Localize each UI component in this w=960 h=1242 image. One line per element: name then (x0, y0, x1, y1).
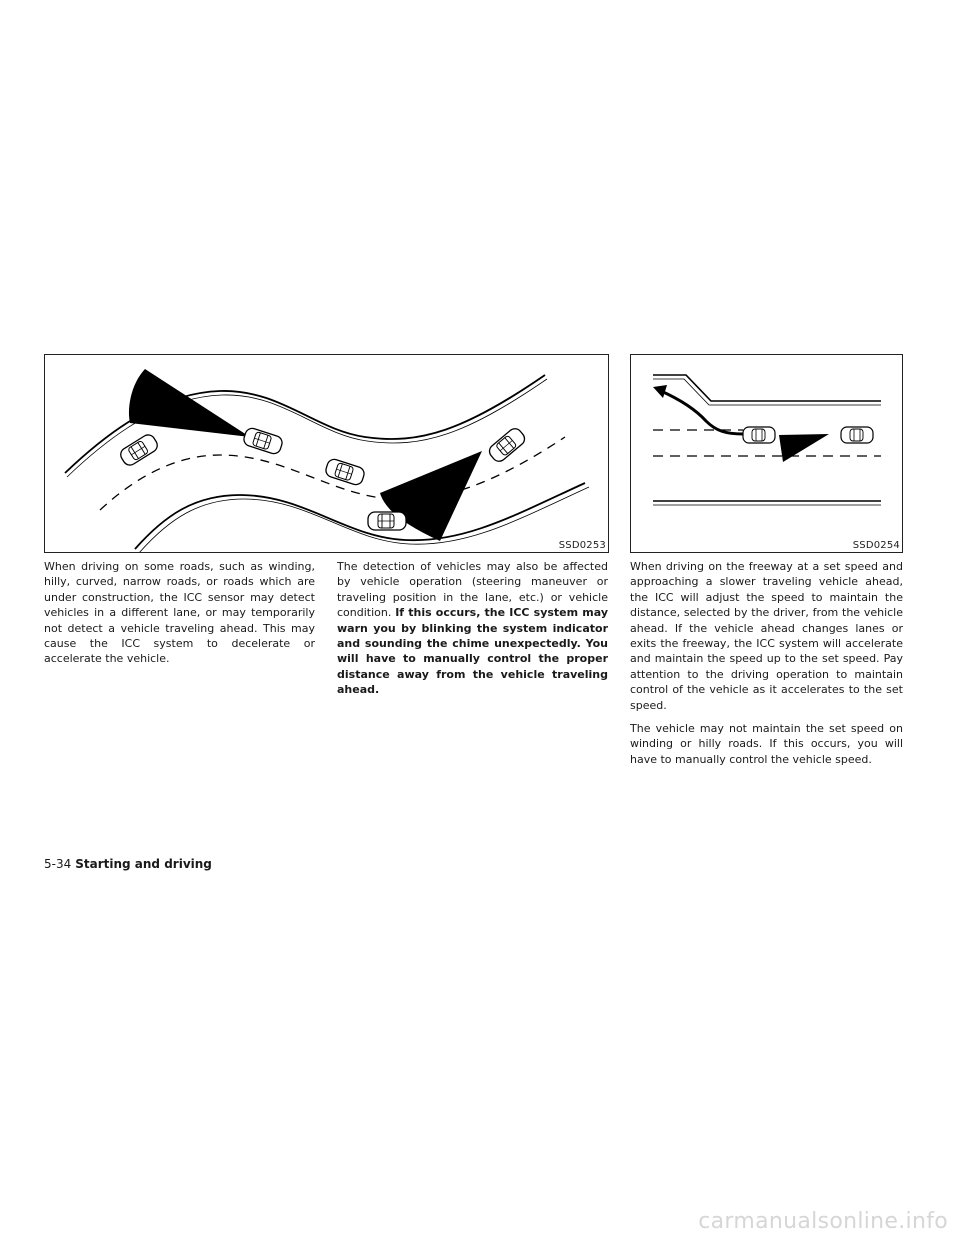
paragraph-set-speed: The vehicle may not maintain the set speed on winding or hilly roads. If this occurs, you will have to manually control the vehicle speed. (630, 722, 903, 766)
text-column-1 (44, 559, 315, 675)
figure-code-left: SSD0253 (558, 540, 606, 551)
page-footer (44, 857, 212, 871)
paragraph-detection-warning: If this occurs, the ICC system may warn you by blinking the system indicator and sounding the chime unexpectedly. You will have to manually control the proper distance away from the vehicle traveling ahead. (337, 606, 608, 697)
figure-freeway (630, 354, 903, 553)
paragraph-winding-roads: When driving on some roads, such as winding, hilly, curved, narrow roads, or roads which are under construction, the ICC sensor may detect vehicles in a different lane, or may temporarily not detect a vehicle traveling ahead. This may cause the ICC system to decelerate or accelerate the vehicle. (44, 560, 315, 666)
curved-road-radar-illustration (45, 355, 608, 552)
paragraph-detection-text: The detection of vehicles may also be affected by vehicle operation (steering maneuver or traveling position in the lane, etc.) or vehicle condition. (337, 560, 608, 620)
figure-code-right: SSD0254 (852, 540, 900, 551)
figure-curved-road (44, 354, 609, 553)
freeway-lane-change-illustration (631, 355, 902, 552)
paragraph-vehicle-detection (337, 559, 608, 698)
watermark: carmanualsonline.info (698, 1209, 948, 1234)
page-number: 5-34 (44, 857, 72, 871)
section-title: Starting and driving (75, 857, 212, 871)
text-column-2 (337, 559, 608, 706)
text-column-3 (630, 559, 903, 775)
paragraph-freeway: When driving on the freeway at a set speed and approaching a slower traveling vehicle ahead, the ICC will adjust the speed to maintain the distance, selected by the driver, from the vehicle ahead. If the vehicle ahead changes lanes or exits the freeway, the ICC system will accelerate and maintain the speed up to the set speed. Pay attention to the driving operation to maintain control of the vehicle as it accelerates to the set speed. (630, 560, 903, 712)
